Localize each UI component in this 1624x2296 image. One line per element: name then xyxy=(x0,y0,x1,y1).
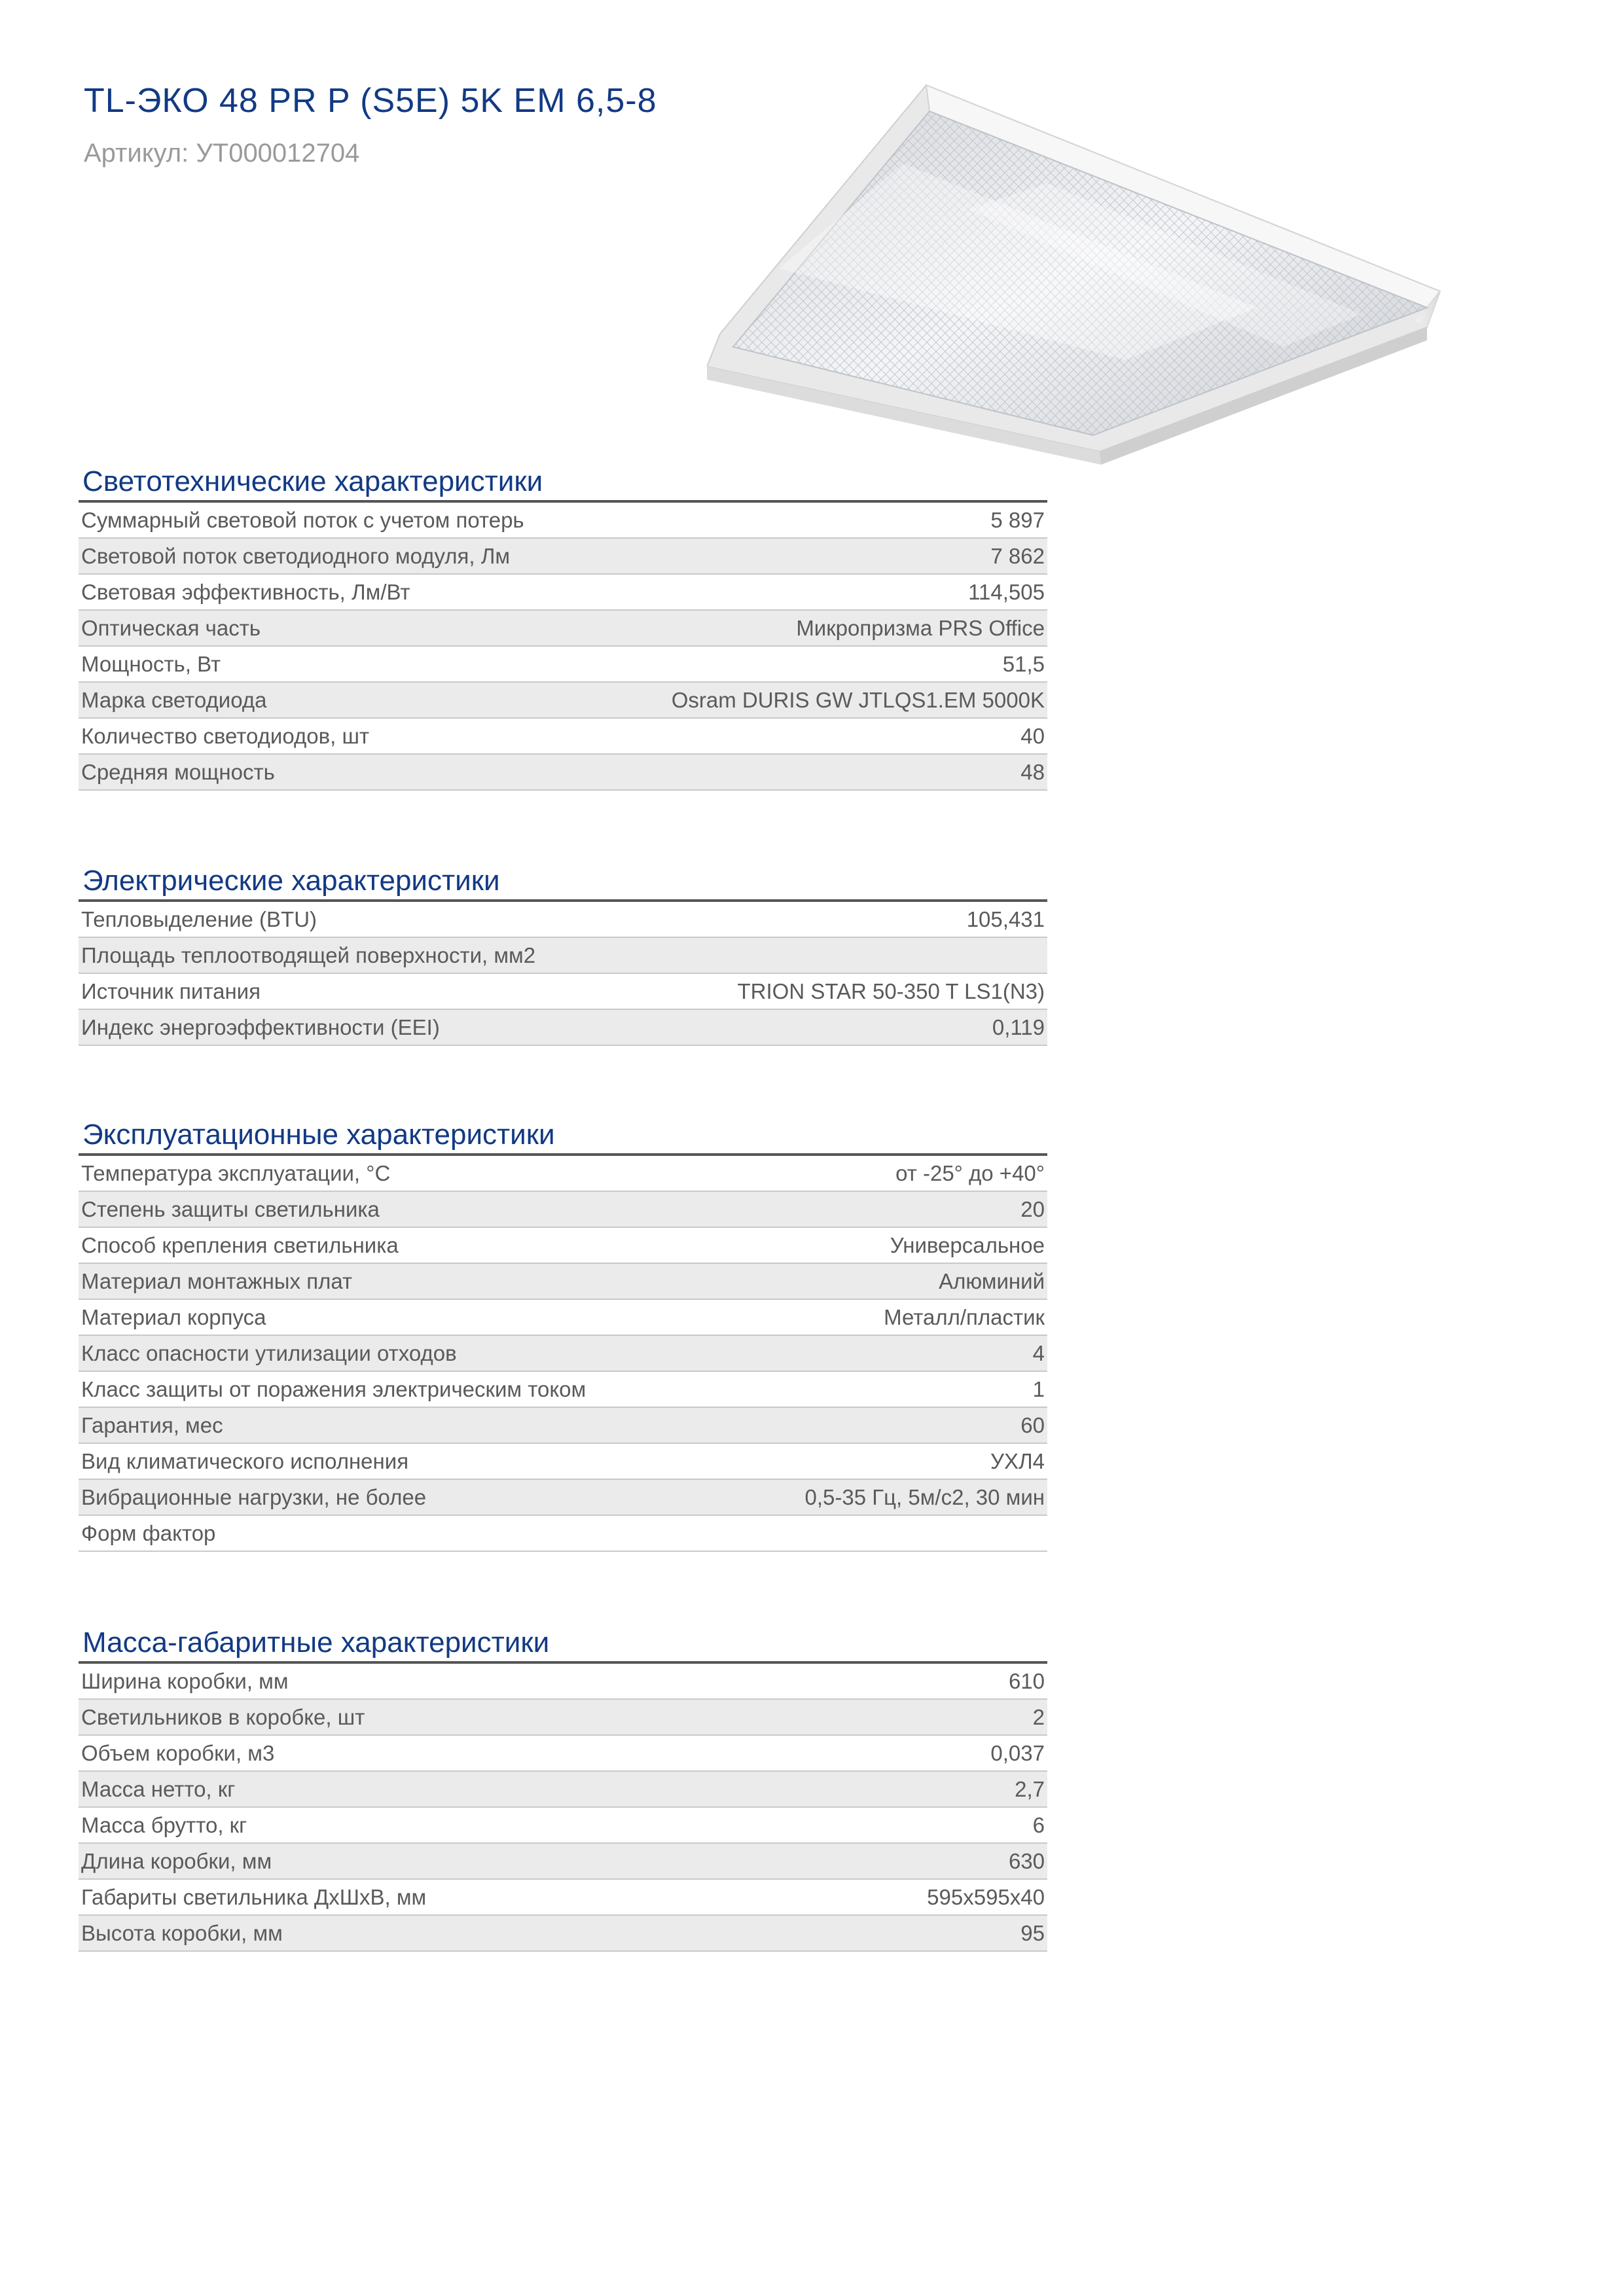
spec-row xyxy=(79,1336,1047,1372)
spec-value: 60 xyxy=(1020,1412,1045,1437)
section-lighting xyxy=(79,463,1047,791)
spec-value: от -25° до +40° xyxy=(895,1160,1045,1185)
spec-label: Габариты светильника ДхШхВ, мм xyxy=(81,1884,427,1909)
spec-value: 0,037 xyxy=(990,1740,1045,1765)
spec-label: Светильников в коробке, шт xyxy=(81,1704,365,1729)
spec-label: Объем коробки, м3 xyxy=(81,1740,275,1765)
spec-value: 0,119 xyxy=(992,1014,1045,1039)
spec-value: 105,431 xyxy=(966,906,1045,931)
spec-row xyxy=(79,1192,1047,1228)
spec-value: Алюминий xyxy=(939,1268,1045,1293)
spec-label: Площадь теплоотводящей поверхности, мм2 xyxy=(81,942,536,967)
spec-row xyxy=(79,575,1047,611)
section-electrical xyxy=(79,863,1047,1046)
spec-row xyxy=(79,1010,1047,1046)
section-title: Эксплуатационные характеристики xyxy=(79,1117,1047,1156)
spec-row xyxy=(79,938,1047,974)
spec-value: Универсальное xyxy=(890,1232,1045,1257)
luminaire-image xyxy=(707,72,1466,465)
article-number: Артикул: УТ000012704 xyxy=(84,139,360,168)
spec-label: Степень защиты светильника xyxy=(81,1196,380,1221)
spec-label: Оптическая часть xyxy=(81,615,261,640)
spec-row xyxy=(79,974,1047,1010)
spec-label: Форм фактор xyxy=(81,1520,216,1545)
spec-value: 2 xyxy=(1032,1704,1045,1729)
spec-label: Вибрационные нагрузки, не более xyxy=(81,1484,427,1509)
spec-label: Способ крепления светильника xyxy=(81,1232,399,1257)
spec-row xyxy=(79,1444,1047,1480)
spec-value: 114,505 xyxy=(968,579,1045,604)
spec-value: Osram DURIS GW JTLQS1.EM 5000K xyxy=(671,687,1045,712)
spec-row xyxy=(79,611,1047,647)
spec-label: Источник питания xyxy=(81,978,261,1003)
spec-row xyxy=(79,1916,1047,1952)
spec-row xyxy=(79,1808,1047,1844)
spec-row xyxy=(79,1516,1047,1552)
spec-value: 0,5-35 Гц, 5м/с2, 30 мин xyxy=(804,1484,1045,1509)
spec-label: Марка светодиода xyxy=(81,687,267,712)
spec-row xyxy=(79,1264,1047,1300)
spec-row xyxy=(79,1664,1047,1700)
spec-value: Металл/пластик xyxy=(884,1304,1045,1329)
spec-row xyxy=(79,1156,1047,1192)
spec-label: Количество светодиодов, шт xyxy=(81,723,370,748)
spec-row xyxy=(79,503,1047,539)
spec-label: Масса нетто, кг xyxy=(81,1776,236,1801)
spec-label: Световая эффективность, Лм/Вт xyxy=(81,579,410,604)
spec-label: Класс защиты от поражения электрическим током xyxy=(81,1376,586,1401)
spec-label: Индекс энергоэффективности (EEI) xyxy=(81,1014,440,1039)
spec-label: Температура эксплуатации, °С xyxy=(81,1160,391,1185)
spec-row xyxy=(79,683,1047,719)
spec-row xyxy=(79,647,1047,683)
spec-label: Класс опасности утилизации отходов xyxy=(81,1340,457,1365)
spec-value: 5 897 xyxy=(990,507,1045,532)
section-title: Светотехнические характеристики xyxy=(79,463,1047,503)
spec-value: 48 xyxy=(1020,759,1045,784)
spec-row xyxy=(79,1228,1047,1264)
spec-row xyxy=(79,719,1047,755)
spec-label: Масса брутто, кг xyxy=(81,1812,247,1837)
spec-row xyxy=(79,1408,1047,1444)
spec-label: Материал монтажных плат xyxy=(81,1268,353,1293)
spec-value: 40 xyxy=(1020,723,1045,748)
spec-row xyxy=(79,1372,1047,1408)
spec-label: Средняя мощность xyxy=(81,759,275,784)
spec-label: Длина коробки, мм xyxy=(81,1848,272,1873)
spec-value: 51,5 xyxy=(1002,651,1045,676)
spec-value: 2,7 xyxy=(1015,1776,1045,1801)
spec-label: Гарантия, мес xyxy=(81,1412,223,1437)
product-title: TL-ЭКО 48 PR P (S5E) 5K EM 6,5-8 xyxy=(84,82,657,120)
spec-value: 7 862 xyxy=(990,543,1045,568)
spec-row xyxy=(79,1480,1047,1516)
spec-row xyxy=(79,1300,1047,1336)
spec-row xyxy=(79,755,1047,791)
spec-row xyxy=(79,902,1047,938)
spec-label: Световой поток светодиодного модуля, Лм xyxy=(81,543,511,568)
spec-row xyxy=(79,539,1047,575)
spec-value: 6 xyxy=(1032,1812,1045,1837)
section-title: Электрические характеристики xyxy=(79,863,1047,902)
section-operational xyxy=(79,1117,1047,1552)
spec-label: Мощность, Вт xyxy=(81,651,221,676)
spec-label: Ширина коробки, мм xyxy=(81,1668,289,1693)
spec-value: 95 xyxy=(1020,1920,1045,1945)
spec-value: 20 xyxy=(1020,1196,1045,1221)
section-title: Масса-габаритные характеристики xyxy=(79,1624,1047,1664)
spec-row xyxy=(79,1880,1047,1916)
spec-value: 630 xyxy=(1008,1848,1045,1873)
spec-value: Микропризма PRS Office xyxy=(796,615,1045,640)
spec-value: 595x595x40 xyxy=(927,1884,1045,1909)
spec-value: 610 xyxy=(1008,1668,1045,1693)
spec-label: Вид климатического исполнения xyxy=(81,1448,409,1473)
spec-value: 4 xyxy=(1032,1340,1045,1365)
spec-row xyxy=(79,1772,1047,1808)
section-mass-dimensions xyxy=(79,1624,1047,1952)
spec-row xyxy=(79,1736,1047,1772)
spec-label: Материал корпуса xyxy=(81,1304,266,1329)
spec-label: Тепловыделение (BTU) xyxy=(81,906,317,931)
spec-label: Высота коробки, мм xyxy=(81,1920,283,1945)
spec-value: TRION STAR 50-350 T LS1(N3) xyxy=(737,978,1045,1003)
spec-value: 1 xyxy=(1032,1376,1045,1401)
spec-value: УХЛ4 xyxy=(990,1448,1045,1473)
spec-label: Суммарный световой поток с учетом потерь xyxy=(81,507,524,532)
spec-row xyxy=(79,1844,1047,1880)
spec-row xyxy=(79,1700,1047,1736)
